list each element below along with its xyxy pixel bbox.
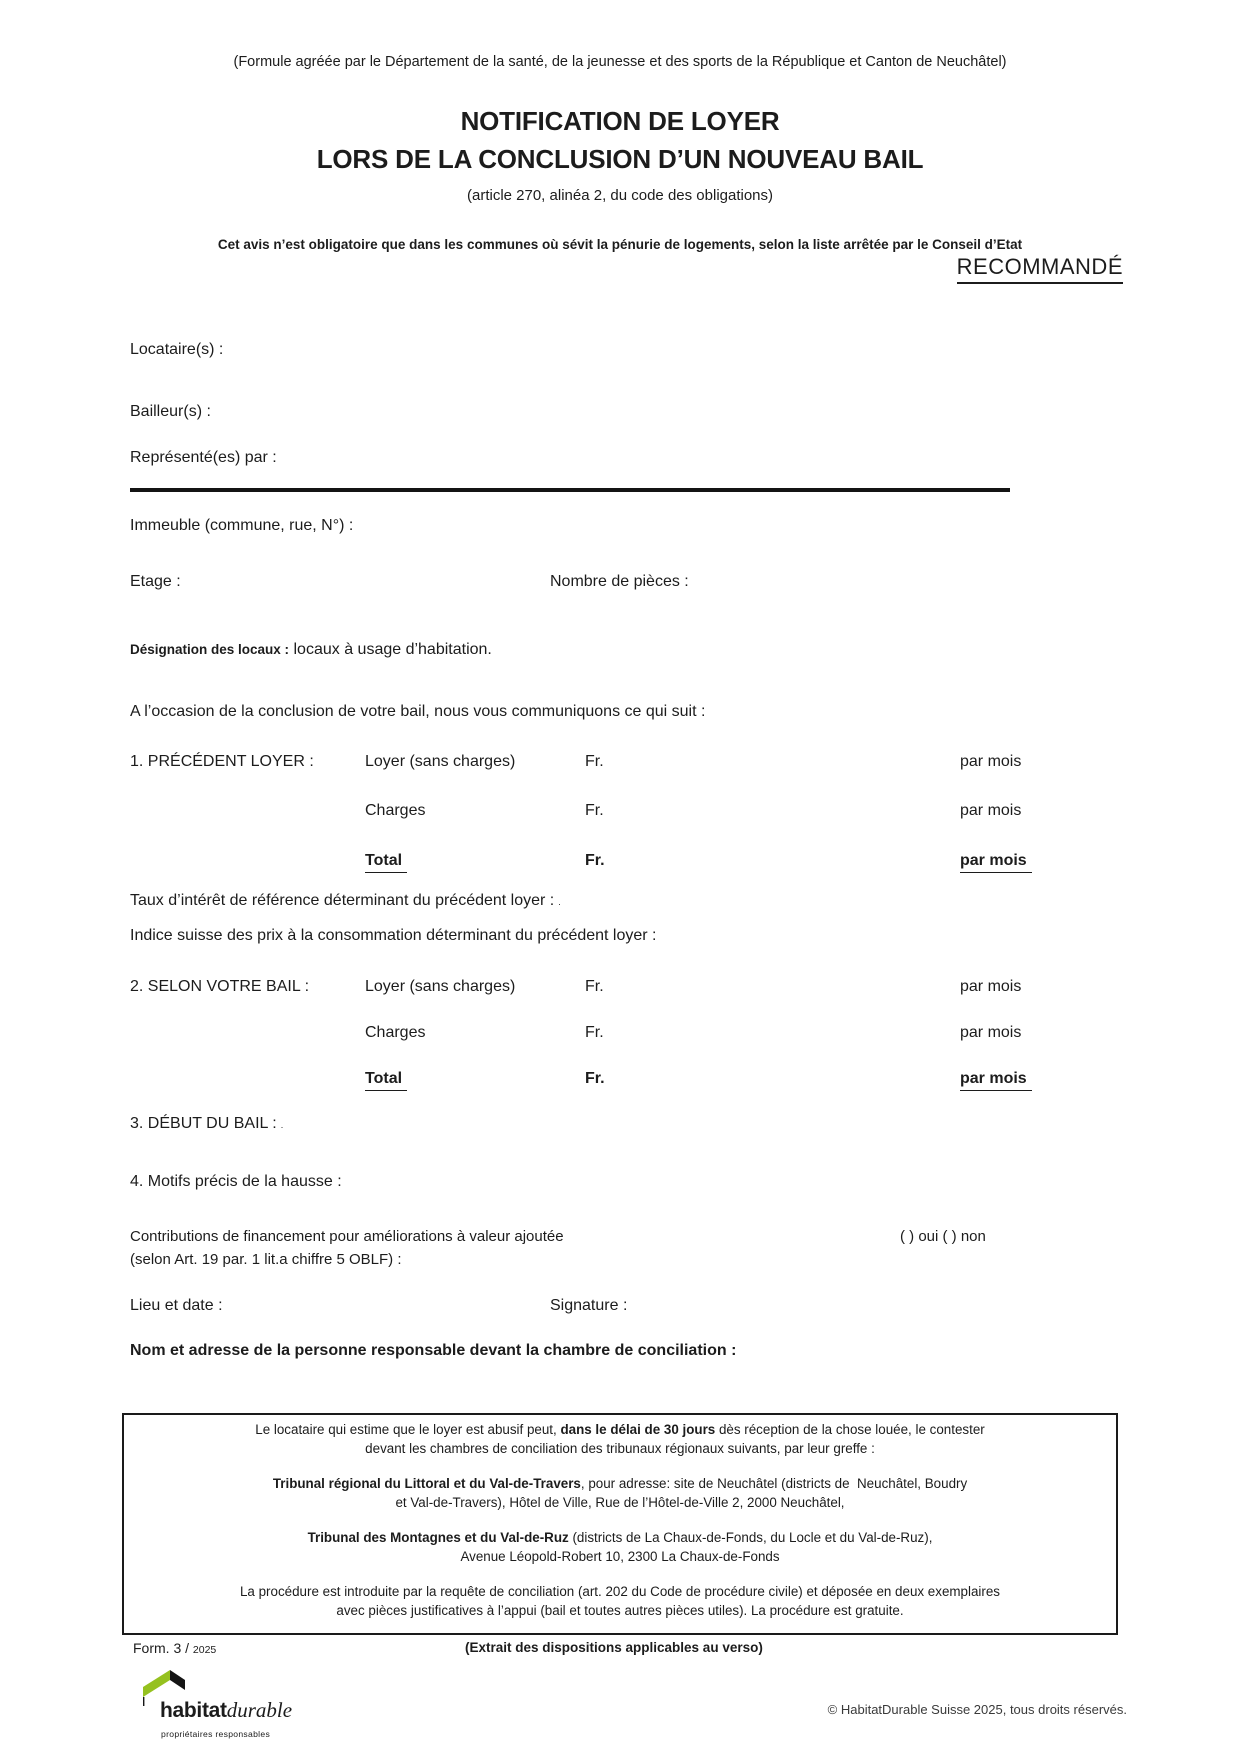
signature-label: Signature : (550, 1297, 628, 1314)
currency-label: Fr. (585, 1024, 604, 1041)
new-lease-heading: 2. SELON VOTRE BAIL : (130, 978, 310, 995)
brand-tagline: propriétaires responsables (161, 1729, 271, 1739)
rooms-label: Nombre de pièces : (550, 573, 689, 590)
brand-text: habitatdurable (160, 1698, 293, 1722)
approval-line: (Formule agréée par le Département de la santé, de la jeunesse et des sports de la République et Canton de Neuchâtel) (233, 54, 1007, 70)
reference-rate-label: Taux d’intérêt de référence déterminant du précédent loyer : . (130, 892, 561, 909)
form-title-line2: LORS DE LA CONCLUSION D’UN NOUVEAU BAIL (316, 144, 924, 174)
tribunal-montagnes-block: Tribunal des Montagnes et du Val-de-Ruz (districts de La Chaux-de-Fonds, du Locle et du Val-de-Ruz), Avenue Léopold-Robert 10, 2300 La Chaux-de-Fonds (307, 1530, 933, 1564)
charges-row-label: Charges (365, 802, 426, 819)
cpi-label: Indice suisse des prix à la consommation déterminant du précédent loyer : (130, 927, 657, 944)
rent-row-label: Loyer (sans charges) (365, 753, 516, 770)
tenant-label: Locataire(s) : (130, 341, 224, 358)
building-label: Immeuble (commune, rue, N°) : (130, 517, 354, 534)
mandatory-notice: Cet avis n’est obligatoire que dans les communes où sévit la pénurie de logements, selon la liste arrêtée par le Conseil d’Etat (217, 237, 1023, 252)
placeholder-dot: . (280, 1120, 284, 1130)
yes-no-options: ( ) oui ( ) non (900, 1228, 986, 1245)
intro-text: A l’occasion de la conclusion de votre bail, nous vous communiquons ce qui suit : (130, 703, 706, 720)
premises-designation (130, 640, 492, 660)
procedure-paragraph: La procédure est introduite par la requête de conciliation (art. 202 du Code de procédure civile) et déposée en deux exemplaires avec pièces justificatives à l’appui (bail et toutes autres pièces utiles). La procédure est gratuite. (239, 1584, 1001, 1618)
period-label: par mois (960, 753, 1022, 770)
section-divider (130, 488, 1010, 492)
period-label: par mois (960, 978, 1022, 995)
total-row-label: Total (365, 1069, 407, 1091)
form-title-line1: NOTIFICATION DE LOYER (460, 106, 780, 136)
period-label: par mois (960, 1069, 1032, 1091)
registered-mail-label: RECOMMANDÉ (957, 254, 1123, 284)
premises-designation-value: locaux à usage d’habitation. (293, 641, 492, 658)
copyright-text: © HabitatDurable Suisse 2025, tous droits réservés. (827, 1702, 1127, 1717)
charges-row-label: Charges (365, 1024, 426, 1041)
currency-label: Fr. (585, 852, 605, 869)
conciliation-info-box (122, 1413, 1118, 1635)
landlord-label: Bailleur(s) : (130, 403, 211, 420)
form-number: Form. 3 / 2025 (133, 1640, 217, 1656)
currency-label: Fr. (585, 802, 604, 819)
floor-label: Etage : (130, 573, 181, 590)
lease-start-heading: 3. DÉBUT DU BAIL : . (130, 1115, 284, 1132)
currency-label: Fr. (585, 978, 604, 995)
tribunal-littoral-block: Tribunal régional du Littoral et du Val-de-Travers, pour adresse: site de Neuchâtel (districts de Neuchâtel, Boudry et Val-de-Travers), Hôtel de Ville, Rue de l’Hôtel-de-Ville 2, 2000 Neuchâtel, (272, 1476, 968, 1510)
period-label: par mois (960, 851, 1032, 873)
deadline-30-days: dans le délai de 30 jours (560, 1422, 716, 1437)
contributions-legal-ref: (selon Art. 19 par. 1 lit.a chiffre 5 OBLF) : (130, 1251, 402, 1268)
tribunal-montagnes-name: Tribunal des Montagnes et du Val-de-Ruz (307, 1530, 569, 1545)
tribunal-littoral-name: Tribunal régional du Littoral et du Val-de-Travers (272, 1476, 581, 1491)
period-label: par mois (960, 1024, 1022, 1041)
form-year: 2025 (192, 1644, 217, 1656)
contributions-label: Contributions de financement pour améliorations à valeur ajoutée (130, 1228, 564, 1245)
habitatdurable-logo (140, 1670, 310, 1742)
placeholder-dot: . (558, 897, 561, 907)
verso-note: (Extrait des dispositions applicables au verso) (465, 1640, 763, 1655)
increase-reasons-heading: 4. Motifs précis de la hausse : (130, 1173, 342, 1190)
currency-label: Fr. (585, 753, 604, 770)
represented-by-label: Représenté(es) par : (130, 449, 277, 466)
premises-designation-label: Désignation des locaux : (130, 642, 290, 657)
period-label: par mois (960, 802, 1022, 819)
previous-rent-heading: 1. PRÉCÉDENT LOYER : (130, 753, 314, 770)
responsible-person-label: Nom et adresse de la personne responsable devant la chambre de conciliation : (130, 1342, 737, 1359)
currency-label: Fr. (585, 1070, 605, 1087)
info-box-paragraph-1: Le locataire qui estime que le loyer est abusif peut, dans le délai de 30 jours dès réception de la chose louée, le contester devant les chambres de conciliation des tribunaux régionaux suivants, par leur greffe : (255, 1422, 985, 1456)
rent-row-label: Loyer (sans charges) (365, 978, 516, 995)
place-date-label: Lieu et date : (130, 1297, 223, 1314)
total-row-label: Total (365, 851, 407, 873)
legal-article-subtitle: (article 270, alinéa 2, du code des obligations) (466, 187, 774, 204)
